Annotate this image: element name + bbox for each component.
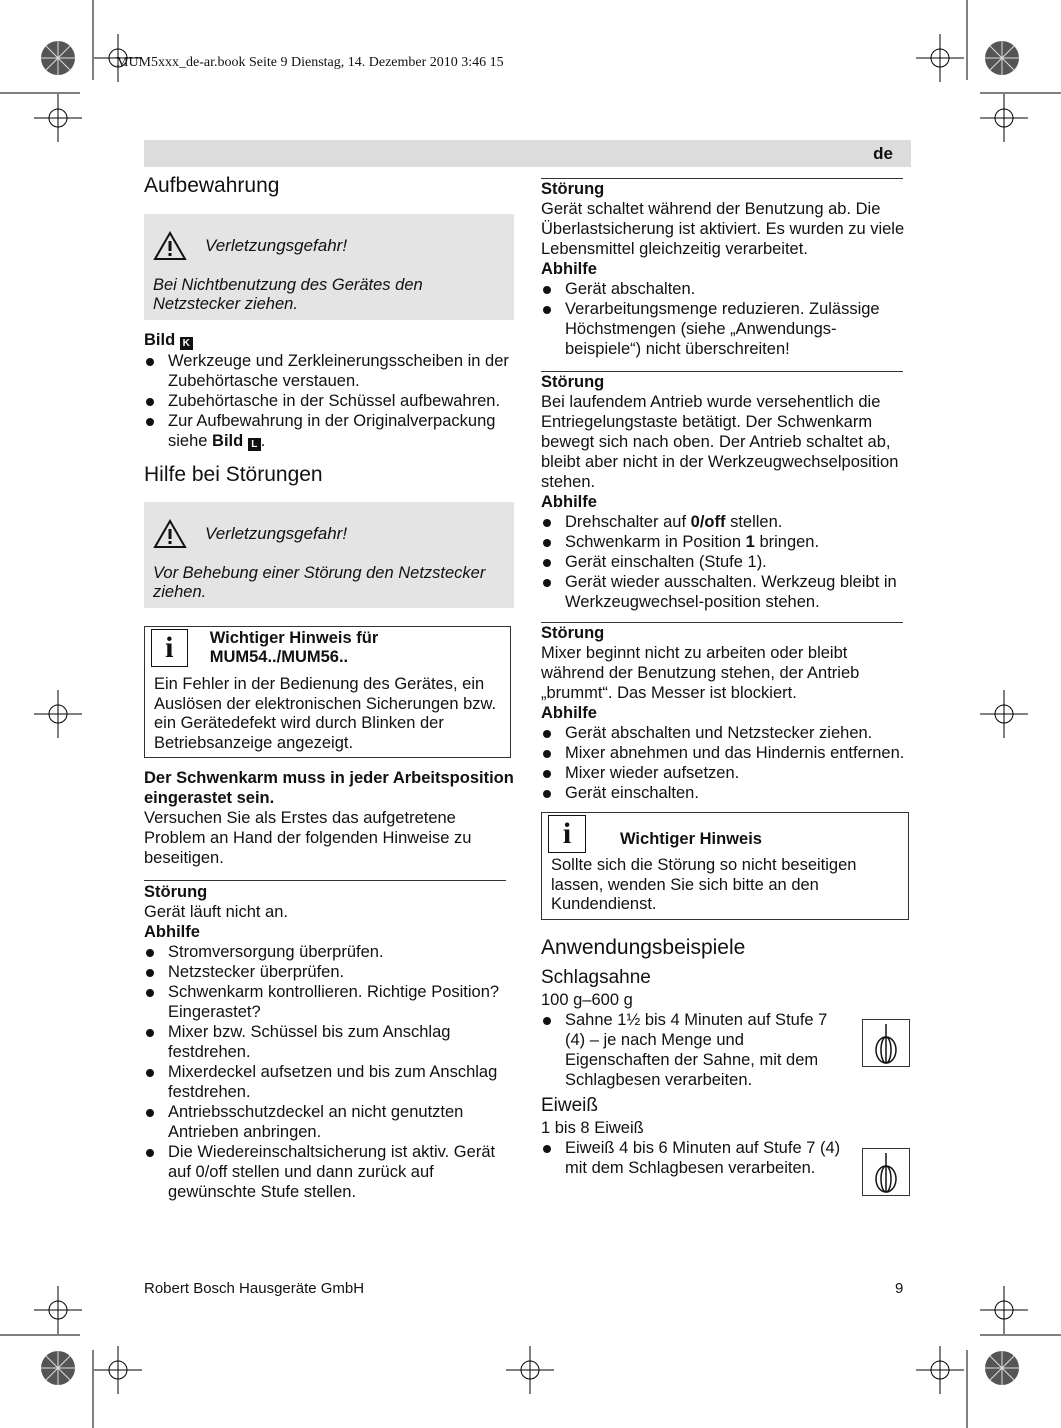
remedy-list: [541, 723, 909, 803]
list-item-text: bringen.: [754, 533, 820, 551]
language-code: de: [873, 144, 893, 163]
warning-title: Verletzungsgefahr!: [205, 524, 348, 543]
list-item: Mixerdeckel aufsetzen und bis zum Anschlag festdrehen.: [144, 1062, 514, 1102]
fault-text: Bei laufendem Antrieb wurde versehentlich die Entriegelungstaste betätigt. Der Schwenkarm bewegt sich nach oben. Der Antrieb schaltet ab, bleibt aber nicht in der Werkzeugwechselposition stehen.: [541, 393, 899, 491]
warning-triangle-icon: [153, 231, 187, 261]
warning-triangle-icon: [153, 519, 187, 549]
list-item-bold: 1: [745, 533, 755, 551]
info-title: Wichtiger Hinweis für MUM54../MUM56..: [209, 629, 379, 666]
bold-notice: Der Schwenkarm muss in jeder Arbeitsposition eingerastet sein.: [144, 769, 514, 807]
figure-reference: [144, 330, 514, 350]
list-item: Stromversorgung überprüfen.: [144, 942, 514, 962]
heading-schlagsahne: Schlagsahne: [541, 966, 651, 988]
list-item: Die Wiedereinschaltsicherung ist aktiv. Gerät auf 0/off stellen und dann zurück auf gewünschte Stufe stellen.: [144, 1142, 514, 1202]
list-item: [541, 512, 909, 532]
info-text: Sollte sich die Störung so nicht beseitigen lassen, wenden Sie sich bitte an den Kundendienst.: [551, 856, 857, 913]
remedy-list: [541, 279, 909, 359]
info-box-service: [541, 812, 909, 920]
whisk-icon: [862, 1019, 910, 1067]
storage-list: [144, 351, 514, 451]
list-item: Sahne 1½ bis 4 Minuten auf Stufe 7 (4) – je nach Menge und Eigenschaften der Sahne, mit dem Schlagbesen verarbeiten.: [541, 1010, 841, 1090]
remedy-label: Abhilfe: [541, 260, 597, 278]
info-icon: i: [548, 815, 586, 853]
info-box-mum: [144, 626, 511, 758]
remedy-label: Abhilfe: [144, 923, 200, 941]
list-item: Schwenkarm kontrollieren. Richtige Position? Eingerastet?: [144, 982, 514, 1022]
fault-label: Störung: [541, 624, 605, 642]
fault-text: Gerät läuft nicht an.: [144, 903, 288, 921]
list-item: Mixer abnehmen und das Hindernis entfernen.: [541, 743, 909, 763]
list-item: Eiweiß 4 bis 6 Minuten auf Stufe 7 (4) mit dem Schlagbesen verarbeiten.: [541, 1138, 851, 1178]
info-icon: i: [151, 629, 188, 667]
list-item: Gerät abschalten und Netzstecker ziehen.: [541, 723, 909, 743]
warning-title: Verletzungsgefahr!: [205, 236, 348, 255]
list-item: Werkzeuge und Zerkleinerungsscheiben in der Zubehörtasche verstauen.: [144, 351, 514, 391]
warning-box-troubleshoot: [144, 502, 514, 608]
remedy-list: [541, 512, 909, 612]
fault-label: Störung: [541, 180, 605, 198]
list-item-text: Zur Aufbewahrung in der Originalverpackung siehe: [168, 412, 496, 450]
page-number: 9: [895, 1280, 904, 1297]
divider: [144, 880, 506, 881]
whisk-icon: [862, 1148, 910, 1196]
remedy-label: Abhilfe: [541, 704, 597, 722]
fault-text: Mixer beginnt nicht zu arbeiten oder bleibt während der Benutzung stehen, der Antrieb „brummt“. Das Messer ist blockiert.: [541, 644, 860, 702]
list-item: Netzstecker überprüfen.: [144, 962, 514, 982]
list-item: [144, 411, 514, 451]
list-item: Gerät einschalten.: [541, 783, 909, 803]
intro-paragraph: Versuchen Sie als Erstes das aufgetretene Problem an Hand der folgenden Hinweise zu beseitigen.: [144, 809, 472, 867]
footer-company: Robert Bosch Hausgeräte GmbH: [144, 1280, 365, 1297]
list-item: Verarbeitungsmenge reduzieren. Zulässige Höchstmengen (siehe „Anwendungs-beispiele“) nicht überschreiten!: [541, 299, 909, 359]
list-item: [541, 532, 909, 552]
list-item: Gerät einschalten (Stufe 1).: [541, 552, 909, 572]
heading-aufbewahrung: Aufbewahrung: [144, 174, 280, 197]
info-text: Ein Fehler in der Bedienung des Gerätes, ein Auslösen der elektronischen Sicherungen bzw. ein Gerätedefekt wird durch Blinken der Betriebsanzeige angezeigt.: [154, 675, 497, 752]
warning-text: Bei Nichtbenutzung des Gerätes den Netzstecker ziehen.: [153, 276, 423, 313]
list-item-text: Schwenkarm in Position: [565, 533, 746, 551]
info-title: Wichtiger Hinweis: [620, 830, 762, 848]
right-column: [541, 178, 909, 1178]
eggwhite-amount: 1 bis 8 Eiweiß: [541, 1118, 644, 1137]
file-header-line: MUM5xxx_de-ar.book Seite 9 Dienstag, 14. Dezember 2010 3:46 15: [116, 55, 504, 70]
figure-label: Bild: [212, 432, 244, 450]
remedy-label: Abhilfe: [541, 493, 597, 511]
figure-k-box: K: [180, 337, 193, 350]
warning-box-storage: [144, 214, 514, 320]
list-item-text: stellen.: [725, 513, 783, 531]
figure-label: Bild: [144, 331, 176, 349]
list-item: Mixer bzw. Schüssel bis zum Anschlag festdrehen.: [144, 1022, 514, 1062]
list-item: Antriebsschutzdeckel an nicht genutzten Antrieben anbringen.: [144, 1102, 514, 1142]
list-item: Zubehörtasche in der Schüssel aufbewahren.: [144, 391, 514, 411]
list-item: Gerät wieder ausschalten. Werkzeug bleibt in Werkzeugwechsel-position stehen.: [541, 572, 909, 612]
fault-text: Gerät schaltet während der Benutzung ab. Die Überlastsicherung ist aktiviert. Es wurden zu viele Lebensmittel gleichzeitig verarbeitet.: [541, 200, 905, 258]
list-item-text: Drehschalter auf: [565, 513, 691, 531]
list-item: Mixer wieder aufsetzen.: [541, 763, 909, 783]
eggwhite-list: [541, 1138, 851, 1178]
warning-text: Vor Behebung einer Störung den Netzstecker ziehen.: [153, 564, 486, 601]
list-item-bold: 0/off: [690, 513, 726, 531]
figure-l-box: L: [248, 438, 261, 451]
list-item: Gerät abschalten.: [541, 279, 909, 299]
heading-eiweiss: Eiweiß: [541, 1094, 599, 1116]
heading-anwendungsbeispiele: Anwendungsbeispiele: [541, 935, 746, 959]
cream-list: [541, 1010, 841, 1090]
remedy-list: [144, 942, 514, 1202]
list-item-end: .: [260, 432, 266, 450]
heading-hilfe: Hilfe bei Störungen: [144, 463, 323, 486]
left-column: [144, 172, 514, 1202]
fault-label: Störung: [541, 373, 605, 391]
fault-label: Störung: [144, 883, 208, 901]
cream-amount: 100 g–600 g: [541, 990, 633, 1009]
language-bar: [144, 140, 911, 167]
